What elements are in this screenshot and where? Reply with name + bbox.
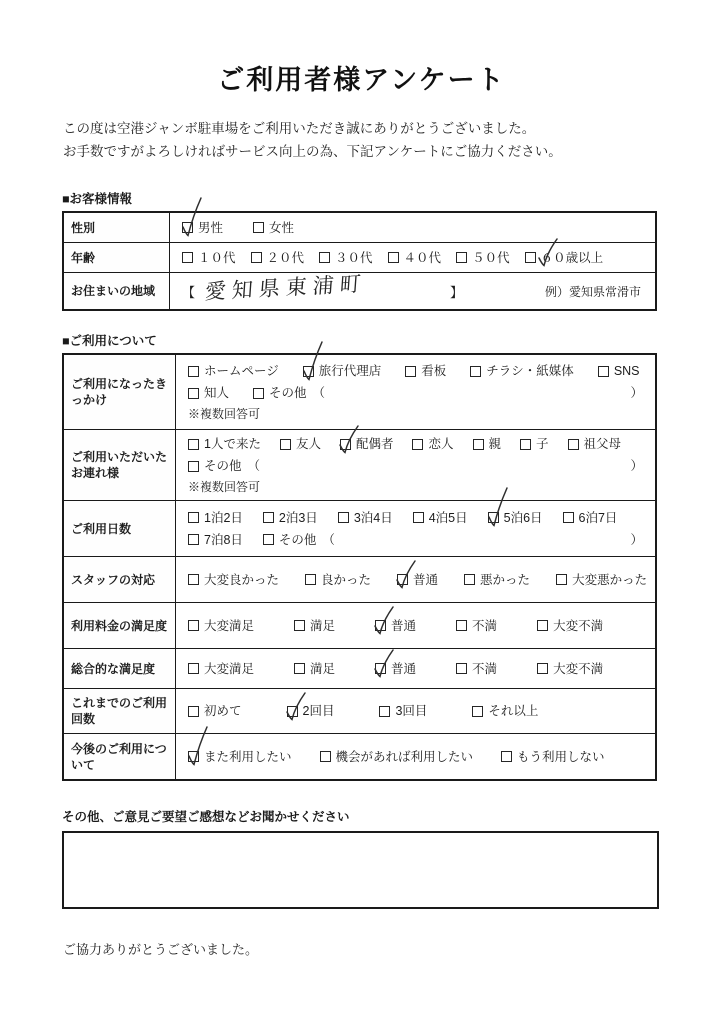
checkbox-icon [251,252,262,263]
checkbox-option [253,217,294,239]
option-label: それ以上 [488,704,539,718]
checkbox-icon [563,512,574,523]
row-content-cell [170,273,655,309]
checkbox-icon [520,439,531,450]
checkbox-option [397,569,438,591]
checkbox-icon [525,252,536,263]
checkbox-icon [188,706,199,717]
checkbox-icon [473,439,484,450]
checkbox-icon [188,388,199,399]
table-row [64,688,655,733]
checkbox-icon [464,574,475,585]
checkbox-option [188,569,279,591]
option-label: 普通 [391,618,417,633]
checkbox-option [294,615,335,637]
row-label: お住まいの地域 [71,284,156,298]
checkbox-icon [556,574,567,585]
option-label: その他 [204,459,242,473]
option-line [188,569,648,591]
checkbox-option [405,360,446,382]
checkbox-icon [188,512,199,523]
row-label: 総合的な満足度 [71,661,156,676]
row-label-cell [64,355,176,429]
checkbox-option [303,360,382,382]
row-label-cell [64,603,176,648]
checkbox-icon [537,663,548,674]
bracket-close: 】 [450,284,464,300]
row-label: 年齢 [71,250,96,265]
checkbox-icon [253,388,264,399]
option-line [188,455,645,477]
option-label: ５０代 [472,250,510,265]
intro-line-2: お手数ですがよろしければサービス向上の為、下記アンケートにご協力ください。 [63,144,562,159]
row-label-cell [64,501,176,556]
checkbox-option [456,658,497,680]
checkbox-icon [456,663,467,674]
row-label: 今後のご利用について [71,741,167,772]
checkbox-icon [287,706,298,717]
checkbox-icon [188,663,199,674]
checkbox-option [188,529,243,551]
option-label: 機会があれば利用したい [335,749,474,764]
checkbox-icon [188,574,199,585]
checkbox-icon [405,366,416,377]
option-label: ４０代 [403,250,442,265]
checkbox-icon [388,252,399,263]
row-content-cell [176,430,655,500]
checkbox-option [263,529,335,551]
checkbox-option [537,615,603,637]
checkbox-option [280,433,321,455]
checkbox-option [287,700,335,722]
option-label: １０代 [198,250,236,265]
row-label: ご利用になったきっかけ [71,377,168,407]
checkbox-option [568,433,622,455]
checkbox-option [188,360,279,382]
checkbox-icon [413,512,424,523]
row-content-cell [176,501,655,556]
row-label: 利用料金の満足度 [71,618,168,633]
option-label: 満足 [310,618,336,633]
option-label: 不満 [472,618,498,633]
checkbox-option [340,433,394,455]
checkbox-option [563,507,618,529]
option-label: 初めて [204,704,242,718]
checkbox-option [188,433,261,455]
option-label: 親 [488,437,502,451]
intro-line-1: この度は空港ジャンボ駐車場をご利用いただき誠にありがとうございました。 [63,121,536,136]
checkbox-icon [340,439,351,450]
comments-box [62,831,659,909]
option-label: 配偶者 [355,437,394,451]
table-row [64,429,655,500]
checkbox-icon [375,663,386,674]
table-row [64,213,655,242]
checkbox-icon [253,222,264,233]
checkbox-option [470,360,574,382]
row-label-cell [64,649,176,688]
checkbox-option [412,433,453,455]
option-label: 満足 [310,661,336,676]
checkbox-icon [319,252,330,263]
usage-table [62,353,657,781]
row-content-cell [176,603,655,648]
option-line [188,360,645,382]
checkbox-icon [598,366,609,377]
checkbox-option [188,455,260,477]
option-line [188,615,645,637]
option-label: 3回目 [395,704,428,718]
checkbox-option [188,507,243,529]
row-label: ご利用いただいたお連れ様 [71,450,168,480]
checkbox-option [464,569,530,591]
region-entry [182,271,645,306]
table-row [64,602,655,648]
row-content-cell [170,213,655,242]
option-label: 普通 [391,661,417,676]
checkbox-option [456,615,497,637]
checkbox-icon [188,439,199,450]
region-example: 例）愛知県常滑市 [544,284,641,299]
option-label: 5泊6日 [503,510,543,525]
multiple-answers-note: ※複数回答可 [188,407,261,421]
option-label: 1人で来た [204,437,261,451]
option-label: 知人 [204,386,230,400]
customer-info-header: ■お客様情報 [62,192,133,206]
checkbox-icon [338,512,349,523]
checkbox-option [556,569,647,591]
checkbox-option [520,433,549,455]
option-label: 4泊5日 [428,510,468,525]
checkbox-option [488,507,543,529]
checkbox-icon [456,620,467,631]
option-label: 良かった [321,572,372,587]
option-line [182,217,645,239]
table-row [64,648,655,688]
row-label: スタッフの対応 [71,572,156,587]
option-line [188,658,645,680]
row-content-cell [176,355,655,429]
option-label: 大変満足 [204,661,255,676]
table-row [64,556,655,602]
bracket-open: 【 [182,284,196,300]
checkbox-option [188,700,242,722]
option-label: その他 [269,386,307,400]
row-label-cell [64,734,176,779]
checkbox-option [537,658,603,680]
checkbox-option [251,247,305,269]
checkbox-icon [294,663,305,674]
option-label: 悪かった [480,572,531,587]
option-label: 1泊2日 [204,510,243,525]
option-label: ホームページ [204,364,279,378]
option-label: もう利用しない [517,749,605,764]
checkbox-icon [188,366,199,377]
option-label: 大変悪かった [572,572,648,587]
option-label: 祖父母 [583,437,622,451]
option-label: 男性 [198,220,224,235]
checkbox-option [294,658,335,680]
checkbox-icon [537,620,548,631]
row-label-cell [64,689,176,733]
option-label: 普通 [413,572,439,587]
checkbox-option [375,658,416,680]
checkbox-icon [182,222,193,233]
option-label: 2回目 [302,704,335,718]
option-label: 子 [536,437,549,451]
option-label: 7泊8日 [204,532,243,547]
checkbox-icon [568,439,579,450]
option-line [188,529,645,551]
option-line [188,382,645,404]
checkbox-icon [188,620,199,631]
option-label: 大変不満 [553,661,604,676]
checkbox-icon [188,461,199,472]
option-line [188,746,645,768]
checkbox-icon [375,620,386,631]
option-label: 恋人 [428,437,454,451]
customer-info-table [62,211,657,311]
option-label: 大変満足 [204,618,255,633]
checkbox-option [188,615,254,637]
multiple-answers-note: ※複数回答可 [188,480,261,494]
checkbox-icon [456,252,467,263]
checkbox-icon [280,439,291,450]
paren-open: （ [312,386,326,400]
option-label: 看板 [421,364,447,378]
paren-close: ） [630,459,643,473]
checkbox-icon [320,751,331,762]
checkbox-option [456,247,510,269]
checkbox-option [319,247,373,269]
checkbox-option [263,507,318,529]
row-content-cell [176,557,655,602]
checkbox-icon [263,512,274,523]
checkbox-option [338,507,393,529]
checkbox-option [188,382,229,404]
checkbox-icon [305,574,316,585]
row-label-cell [64,557,176,602]
row-label: これまでのご利用回数 [71,696,168,726]
checkbox-icon [182,252,193,263]
checkbox-option [188,746,292,768]
option-label: チラシ・紙媒体 [486,364,574,378]
option-label: 3泊4日 [353,510,393,525]
checkbox-icon [294,620,305,631]
page-title: ご利用者様アンケート [217,65,506,95]
comments-label: その他、ご意見ご要望ご感想などお聞かせください [62,810,350,824]
checkbox-option [375,615,416,637]
option-label: 旅行代理店 [318,364,382,378]
checkbox-option [472,700,538,722]
option-label: その他 [278,532,317,547]
checkbox-option [598,360,640,382]
checkbox-option [379,700,427,722]
checkbox-option [253,382,325,404]
checkbox-option [182,217,223,239]
row-label-cell [64,213,170,242]
checkbox-icon [501,751,512,762]
row-label-cell [64,430,176,500]
table-row [64,272,655,309]
table-row [64,733,655,779]
checkbox-icon [488,512,499,523]
option-label: ６０歳以上 [540,250,604,265]
table-row [64,500,655,556]
checkbox-icon [263,534,274,545]
checkbox-icon [188,751,199,762]
checkbox-icon [472,706,483,717]
table-row [64,355,655,429]
checkbox-icon [379,706,390,717]
option-label: SNS [613,364,640,378]
checkbox-icon [188,534,199,545]
option-label: 女性 [269,220,295,235]
usage-header: ■ご利用について [62,334,157,348]
checkbox-option [188,658,254,680]
checkbox-icon [303,366,314,377]
option-label: 大変不満 [553,618,604,633]
option-label: 友人 [295,437,321,451]
checkbox-option [525,247,604,269]
checkbox-icon [470,366,481,377]
option-line [188,507,645,529]
paren-close: ） [630,532,643,547]
handwritten-region-text: 愛知県東浦町 [204,271,368,305]
row-content-cell [176,649,655,688]
option-label: 不満 [472,661,498,676]
option-label: 2泊3日 [278,510,318,525]
checkbox-option [473,433,502,455]
row-label: 性別 [71,220,96,235]
option-label: ３０代 [335,250,373,265]
paren-close: ） [630,386,643,400]
row-label-cell [64,243,170,272]
thanks-text: ご協力ありがとうございました。 [63,942,259,957]
row-label-cell [64,273,170,309]
option-label: 6泊7日 [578,510,618,525]
checkbox-icon [412,439,423,450]
checkbox-option [501,746,605,768]
row-content-cell [176,734,655,779]
paren-open: （ [322,532,335,547]
row-label: ご利用日数 [71,521,132,536]
checkbox-option [182,247,236,269]
checkbox-option [413,507,468,529]
option-line [188,700,645,722]
option-label: また利用したい [204,749,292,764]
option-line [188,433,645,455]
checkbox-option [320,746,474,768]
checkbox-icon [397,574,408,585]
row-content-cell [176,689,655,733]
option-label: ２０代 [266,250,305,265]
paren-open: （ [247,459,261,473]
option-label: 大変良かった [204,572,280,587]
checkbox-option [305,569,371,591]
